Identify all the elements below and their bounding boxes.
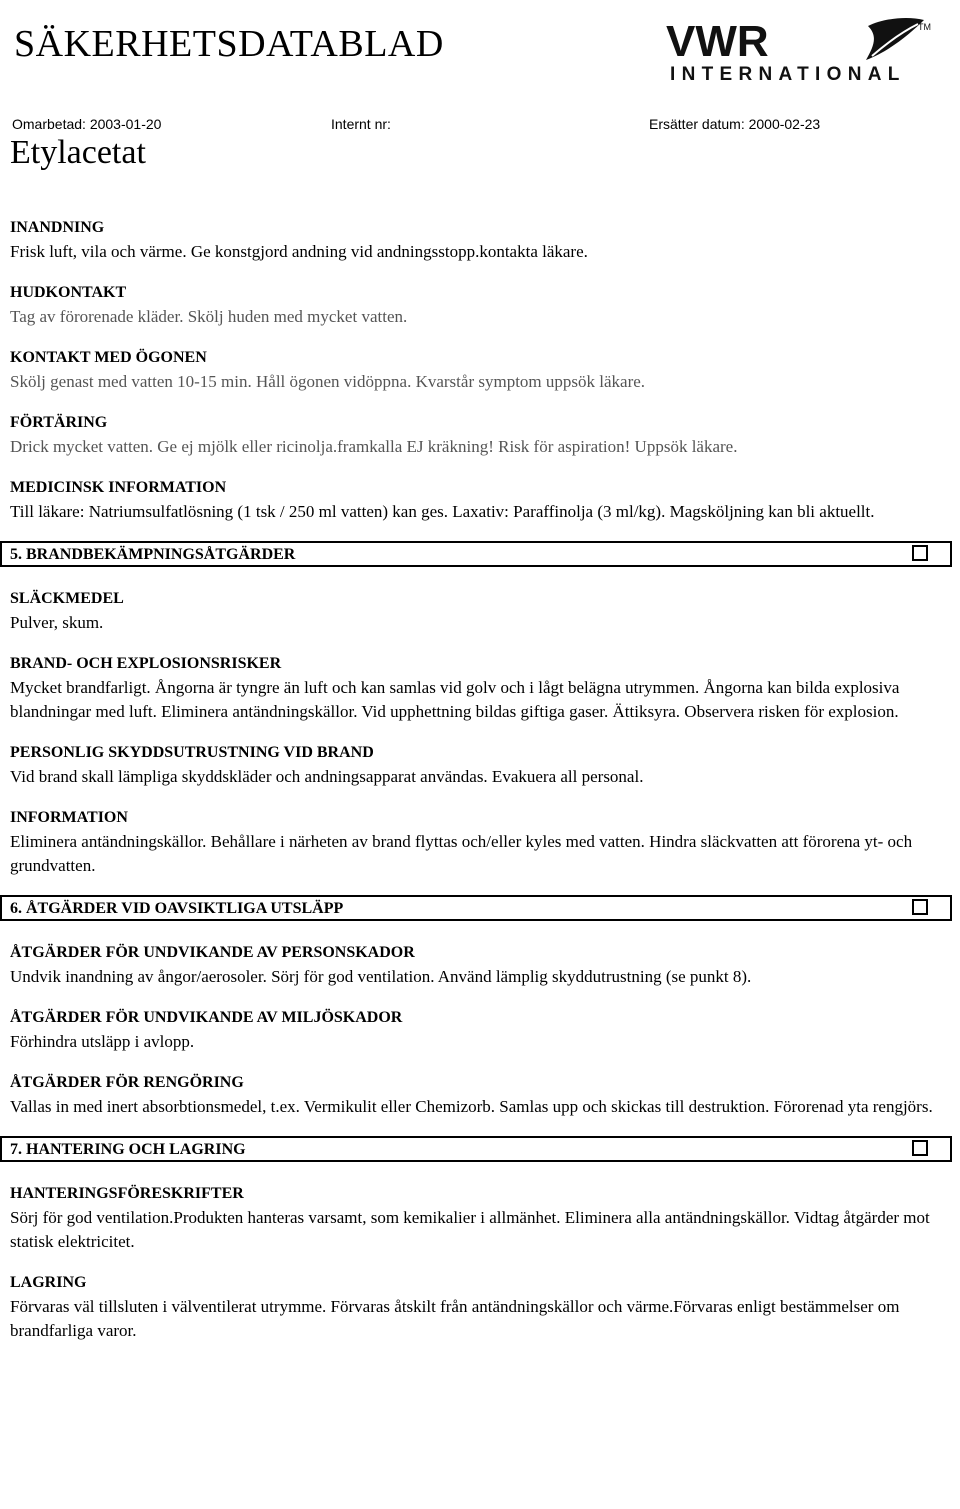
block-text: Förhindra utsläpp i avlopp. [10,1032,195,1051]
block-text: Vallas in med inert absorbtionsmedel, t.ex. Vermikulit eller Chemizorb. Samlas upp och skickas till destruktion. Förorenad yta rengjörs. [10,1097,933,1116]
logo-text: VWR [666,17,769,66]
first-aid-eyes [10,346,950,394]
handling [10,1182,950,1254]
block-heading: INANDNING [10,219,105,236]
checkbox-icon [912,545,928,561]
revised-date: Omarbetad: 2003-01-20 [12,116,162,132]
first-aid-skin [10,281,950,329]
section-title: 5. BRANDBEKÄMPNINGSÅTGÄRDER [10,546,296,563]
section-6-header [0,895,952,921]
block-text: Pulver, skum. [10,613,104,632]
document-title: SÄKERHETSDATABLAD [14,23,444,65]
environmental-precautions [10,1006,950,1054]
block-heading: BRAND- OCH EXPLOSIONSRISKER [10,655,282,672]
block-text: Skölj genast med vatten 10-15 min. Håll ögonen vidöppna. Kvarstår symptom uppsök läkare. [10,372,646,391]
section-5-header [0,541,952,567]
block-text: Till läkare: Natriumsulfatlösning (1 tsk / 250 ml vatten) kan ges. Laxativ: Paraffinolja (3 ml/kg). Magsköljning kan bli aktuellt. [10,502,875,521]
block-heading: ÅTGÄRDER FÖR RENGÖRING [10,1074,244,1091]
block-heading: HUDKONTAKT [10,284,127,301]
block-text: Undvik inandning av ångor/aerosoler. Sörj för god ventilation. Använd lämplig skyddutrustning (se punkt 8). [10,967,752,986]
section-title: 7. HANTERING OCH LAGRING [10,1141,246,1158]
block-heading: KONTAKT MED ÖGONEN [10,349,207,366]
fire-protection [10,741,950,789]
fire-risks [10,652,950,724]
block-text: Förvaras väl tillsluten i välventilerat utrymme. Förvaras åtskilt från antändningskällor och värme.Förvaras enligt bestämmelser om brandfarliga varor. [10,1297,900,1340]
replaces-date: Ersätter datum: 2000-02-23 [649,116,821,132]
block-heading: SLÄCKMEDEL [10,590,124,607]
block-heading: LAGRING [10,1274,87,1291]
block-text: Eliminera antändningskällor. Behållare i närheten av brand flyttas och/eller kyles med vatten. Hindra släckvatten att förorena yt- och grundvatten. [10,832,913,875]
logo-subtext: INTERNATIONAL [670,64,906,85]
cleanup-methods [10,1071,950,1119]
personal-precautions [10,941,950,989]
block-text: Mycket brandfarligt. Ångorna är tyngre än luft och kan samlas vid golv och i lågt belägna utrymmen. Ångorna kan bilda explosiva blandningar med luft. Eliminera antändningskällor. Vid upphettning bildas giftiga gaser. Ättiksyra. Observera risken för explosion. [10,678,900,721]
section-title: 6. ÅTGÄRDER VID OAVSIKTLIGA UTSLÄPP [10,900,344,917]
block-heading: MEDICINSK INFORMATION [10,479,227,496]
block-heading: HANTERINGSFÖRESKRIFTER [10,1185,244,1202]
block-text: Vid brand skall lämpliga skyddskläder och andningsapparat användas. Evakuera all personal. [10,767,644,786]
section-7-header [0,1136,952,1162]
block-text: Drick mycket vatten. Ge ej mjölk eller ricinolja.framkalla EJ kräkning! Risk för aspiration! Uppsök läkare. [10,437,738,456]
first-aid-ingestion [10,411,950,459]
checkbox-icon [912,899,928,915]
block-heading: INFORMATION [10,809,128,826]
first-aid-medical [10,476,950,524]
first-aid-inhalation [10,216,950,264]
block-text: Frisk luft, vila och värme. Ge konstgjord andning vid andningsstopp.kontakta läkare. [10,242,588,261]
fire-information [10,806,950,878]
checkbox-icon [912,1140,928,1156]
block-text: Tag av förorenade kläder. Skölj huden med mycket vatten. [10,307,408,326]
document-body [10,216,950,1360]
internal-number: Internt nr: [331,116,391,132]
product-name: Etylacetat [10,134,146,171]
block-heading: ÅTGÄRDER FÖR UNDVIKANDE AV PERSONSKADOR [10,944,415,961]
block-heading: FÖRTÄRING [10,414,108,431]
block-text: Sörj för god ventilation.Produkten hanteras varsamt, som kemikalier i allmänhet. Eliminera alla antändningskällor. Vidtag åtgärder mot statisk elektricitet. [10,1208,930,1251]
block-heading: ÅTGÄRDER FÖR UNDVIKANDE AV MILJÖSKADOR [10,1009,403,1026]
storage [10,1271,950,1343]
vwr-logo [662,16,942,86]
extinguishing-media [10,587,950,635]
block-heading: PERSONLIG SKYDDSUTRUSTNING VID BRAND [10,744,374,761]
svg-text:TM: TM [918,22,931,32]
